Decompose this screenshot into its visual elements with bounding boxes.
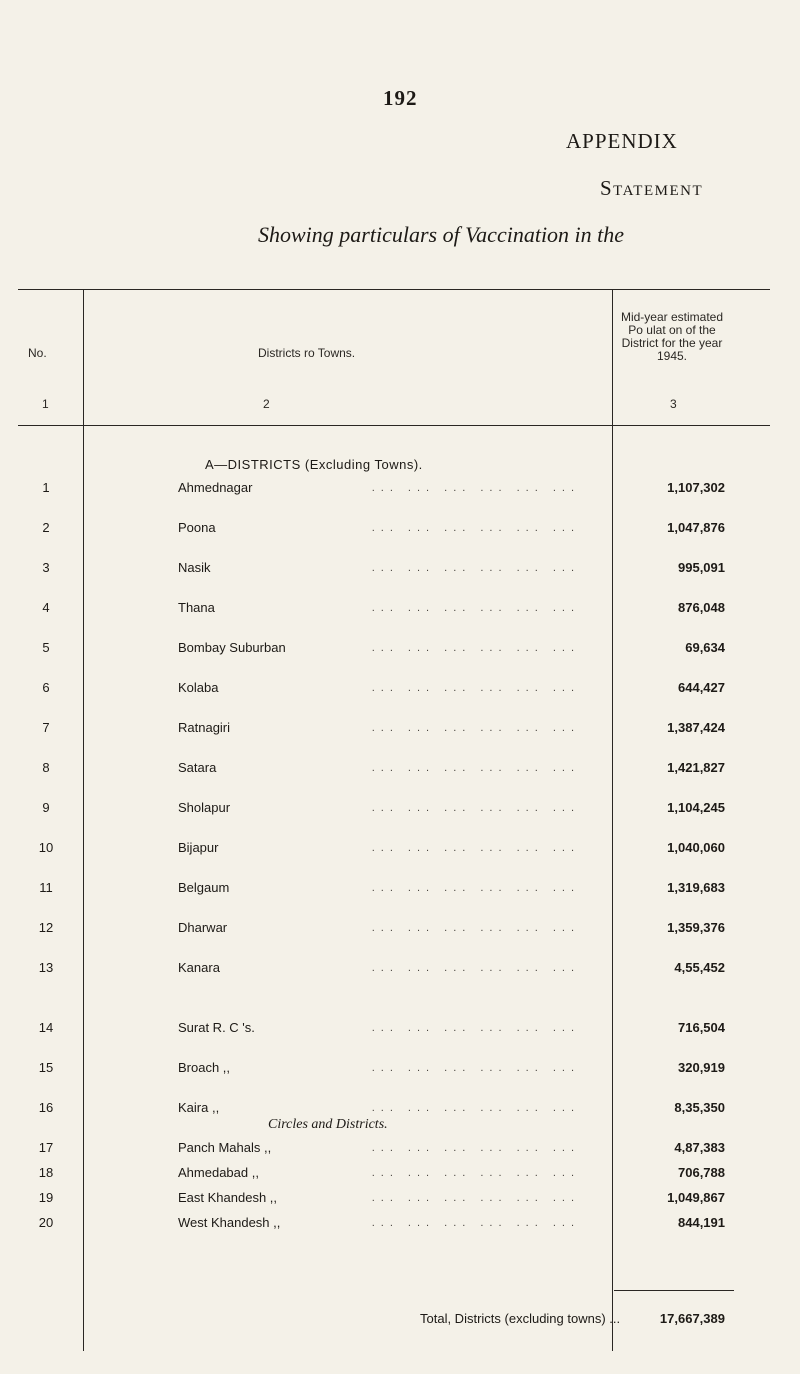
population-value: 1,047,876 [667, 520, 725, 535]
statement-heading: Statement [600, 176, 704, 200]
header-district-index: 2 [263, 397, 270, 411]
dot-leader: ... ... ... ... ... ... [371, 562, 580, 574]
table-row [0, 758, 800, 778]
section-heading-circles: Circles and Districts. [268, 1117, 388, 1132]
district-name: East Khandesh ,, [178, 1190, 278, 1205]
dot-leader: ... ... ... ... ... ... [371, 882, 580, 894]
header-bottom-rule [18, 425, 770, 426]
dot-leader: ... ... ... ... ... ... [371, 682, 580, 694]
district-name: Panch Mahals ,, [178, 1140, 272, 1155]
population-value: 4,87,383 [674, 1140, 725, 1155]
population-value: 844,191 [678, 1215, 725, 1230]
population-value: 4,55,452 [674, 960, 725, 975]
table-row [0, 838, 800, 858]
dot-leader: ... ... ... ... ... ... [371, 522, 580, 534]
table-row [0, 598, 800, 618]
district-name: Bijapur [178, 840, 219, 855]
district-name: Kaira ,, [178, 1100, 220, 1115]
header-district: Districts ro Towns. [258, 346, 356, 360]
dot-leader: ... ... ... ... ... ... [371, 1192, 580, 1204]
row-number: 19 [38, 1190, 54, 1205]
row-number: 3 [42, 560, 50, 575]
header-population: Mid-year estimated Po ulat on of the District for the year 1945. [620, 310, 724, 363]
district-name: Poona [178, 520, 216, 535]
population-value: 1,104,245 [667, 800, 725, 815]
row-number: 7 [42, 720, 50, 735]
table-row [0, 918, 800, 938]
dot-leader: ... ... ... ... ... ... [371, 722, 580, 734]
row-number: 11 [39, 880, 53, 895]
dot-leader: ... ... ... ... ... ... [371, 842, 580, 854]
population-value: 1,049,867 [667, 1190, 725, 1205]
table-row [0, 1098, 800, 1118]
population-value: 1,421,827 [667, 760, 725, 775]
dot-leader: ... ... ... ... ... ... [371, 1142, 580, 1154]
row-number: 14 [38, 1020, 54, 1035]
dot-leader: ... ... ... ... ... ... [371, 962, 580, 974]
district-name: Kanara [178, 960, 220, 975]
dot-leader: ... ... ... ... ... ... [371, 602, 580, 614]
dot-leader: ... ... ... ... ... ... [371, 482, 580, 494]
population-value: 8,35,350 [674, 1100, 725, 1115]
section-heading-districts: A—DISTRICTS (Excluding Towns). [205, 457, 423, 472]
population-value: 1,040,060 [667, 840, 725, 855]
district-name: Satara [178, 760, 217, 775]
row-number: 1 [42, 480, 50, 495]
table-row [0, 1138, 800, 1158]
table-row [0, 878, 800, 898]
table-row [0, 1188, 800, 1208]
appendix-heading: APPENDIX [566, 129, 678, 153]
row-number: 4 [42, 600, 50, 615]
dot-leader: ... ... ... ... ... ... [371, 762, 580, 774]
district-name: West Khandesh ,, [178, 1215, 281, 1230]
row-number: 6 [42, 680, 50, 695]
total-label: Total, Districts (excluding towns) ... [420, 1311, 621, 1326]
population-value: 69,634 [685, 640, 725, 655]
row-number: 18 [38, 1165, 54, 1180]
table-row [0, 678, 800, 698]
row-number: 15 [38, 1060, 54, 1075]
row-number: 10 [38, 840, 54, 855]
district-name: Ratnagiri [178, 720, 231, 735]
row-number: 16 [38, 1100, 54, 1115]
table-row [0, 958, 800, 978]
table-row [0, 478, 800, 498]
dot-leader: ... ... ... ... ... ... [371, 1062, 580, 1074]
district-name: Belgaum [178, 880, 230, 895]
table-row [0, 638, 800, 658]
total-value: 17,667,389 [659, 1311, 725, 1326]
table-subtitle: Showing particulars of Vaccination in the [258, 222, 625, 247]
table-row [0, 518, 800, 538]
row-number: 17 [38, 1140, 54, 1155]
population-value: 716,504 [678, 1020, 725, 1035]
population-value: 1,107,302 [667, 480, 725, 495]
population-value: 706,788 [678, 1165, 725, 1180]
district-name: Sholapur [178, 800, 231, 815]
row-number: 13 [38, 960, 54, 975]
population-value: 1,319,683 [667, 880, 725, 895]
district-name: Ahmedabad ,, [178, 1165, 259, 1180]
dot-leader: ... ... ... ... ... ... [371, 1022, 580, 1034]
dot-leader: ... ... ... ... ... ... [371, 1102, 580, 1114]
dot-leader: ... ... ... ... ... ... [371, 1217, 580, 1229]
district-name: Broach ,, [178, 1060, 231, 1075]
dot-leader: ... ... ... ... ... ... [371, 642, 580, 654]
population-value: 995,091 [678, 560, 725, 575]
district-name: Kolaba [178, 680, 219, 695]
header-population-index: 3 [670, 397, 677, 411]
row-number: 9 [42, 800, 50, 815]
dot-leader: ... ... ... ... ... ... [371, 1167, 580, 1179]
population-value: 1,387,424 [667, 720, 725, 735]
row-number: 12 [38, 920, 54, 935]
district-name: Nasik [178, 560, 211, 575]
header-no: No. [28, 346, 47, 360]
district-name: Ahmednagar [178, 480, 253, 495]
population-value: 320,919 [678, 1060, 725, 1075]
population-value: 644,427 [678, 680, 725, 695]
table-row [0, 718, 800, 738]
row-number: 5 [42, 640, 50, 655]
dot-leader: ... ... ... ... ... ... [371, 802, 580, 814]
district-name: Dharwar [178, 920, 228, 935]
population-value: 876,048 [678, 600, 725, 615]
table-row [0, 1018, 800, 1038]
district-name: Bombay Suburban [178, 640, 286, 655]
table-row [0, 798, 800, 818]
table-row [0, 1058, 800, 1078]
page-number: 192 [383, 86, 418, 110]
table-row [0, 1213, 800, 1233]
district-name: Surat R. C 's. [178, 1020, 255, 1035]
table-top-rule [18, 289, 770, 290]
table-row [0, 558, 800, 578]
table-row [0, 1163, 800, 1183]
header-no-index: 1 [42, 397, 49, 411]
row-number: 8 [42, 760, 50, 775]
row-number: 2 [42, 520, 50, 535]
total-rule [614, 1290, 734, 1291]
dot-leader: ... ... ... ... ... ... [371, 922, 580, 934]
district-name: Thana [178, 600, 215, 615]
row-number: 20 [38, 1215, 54, 1230]
population-value: 1,359,376 [667, 920, 725, 935]
